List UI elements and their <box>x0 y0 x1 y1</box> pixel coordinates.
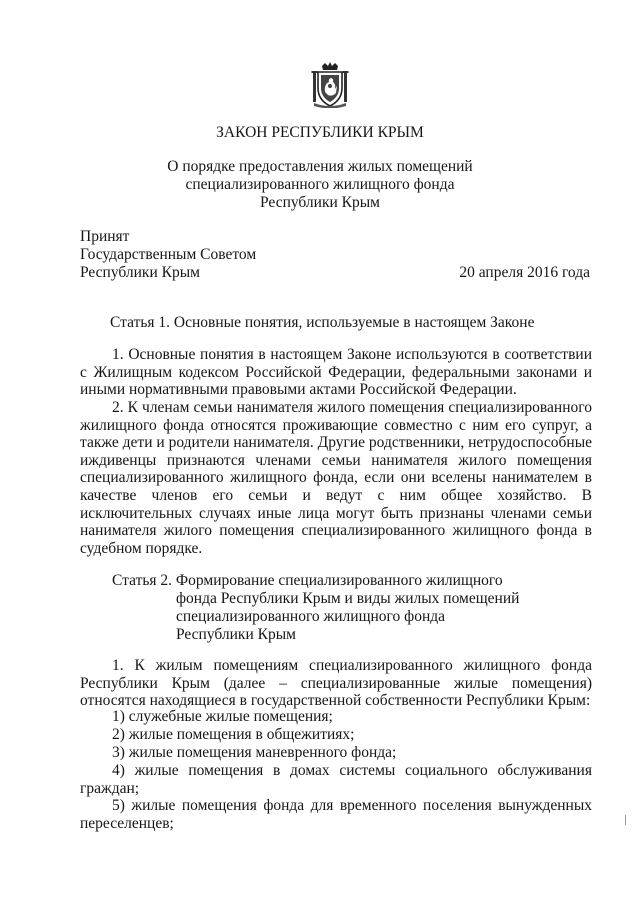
subtitle-line: Республики Крым <box>260 194 380 211</box>
adopted-date: 20 апреля 2016 года <box>459 264 590 281</box>
list-item: 2) жилые помещения в общежитиях; <box>112 726 355 743</box>
adopted-line: Республики Крым <box>80 264 200 281</box>
crimea-coat-of-arms-emblem-icon <box>310 62 350 108</box>
article-2-heading-line: специализированного жилищного фонда <box>176 608 446 625</box>
article-2-heading-line: Республики Крым <box>176 626 296 643</box>
subtitle-line: специализированного жилищного фонда <box>185 176 455 193</box>
article-2-heading-line: фонда Республики Крым и виды жилых помещений <box>176 590 520 607</box>
scan-mark <box>625 815 629 825</box>
law-title: ЗАКОН РЕСПУБЛИКИ КРЫМ <box>216 124 424 141</box>
list-item: 5) жилые помещения фонда для временного поселения вынужденных переселенцев; <box>80 797 592 832</box>
list-item: 1) служебные жилые помещения; <box>112 708 333 725</box>
article-1-paragraph-2: 2. К членам семьи нанимателя жилого помещения специализированного жилищного фонда относятся проживающие совместно с ним его супруг, а также дети и родители нанимателя. Другие родственники, нетрудоспособные иждивенцы признаются членами семьи нанимателя жилого помещения специализированного жилищного фонда, если они вселены нанимателем в качестве членов его семьи и ведут с ним общее хозяйство. В исключительных случаях иные лица могут быть признаны членами семьи нанимателя жилого помещения специализированного жилищного фонда в судебном порядке. <box>80 399 592 557</box>
article-1-paragraph-1: 1. Основные понятия в настоящем Законе используются в соответствии с Жилищным кодексом Российской Федерации, федеральными законами и иными нормативными правовыми актами Российской Федерации. <box>80 346 592 399</box>
article-1-heading: Статья 1. Основные понятия, используемые в настоящем Законе <box>110 314 535 331</box>
article-2-heading-line: Статья 2. Формирование специализированного жилищного <box>112 572 503 589</box>
subtitle-line: О порядке предоставления жилых помещений <box>167 158 473 175</box>
list-item: 4) жилые помещения в домах системы социального обслуживания граждан; <box>80 762 592 797</box>
law-subtitle <box>0 158 640 212</box>
adopted-block <box>80 228 256 282</box>
adopted-line: Принят <box>80 228 130 245</box>
article-2-heading <box>112 572 519 644</box>
adopted-line: Государственным Советом <box>80 246 257 263</box>
article-2-paragraph-1: 1. К жилым помещениям специализированного жилищного фонда Республики Крым (далее – специализированные жилые помещения) относятся находящиеся в государственной собственности Республики Крым: <box>80 657 592 710</box>
list-item: 3) жилые помещения маневренного фонда; <box>112 744 397 761</box>
